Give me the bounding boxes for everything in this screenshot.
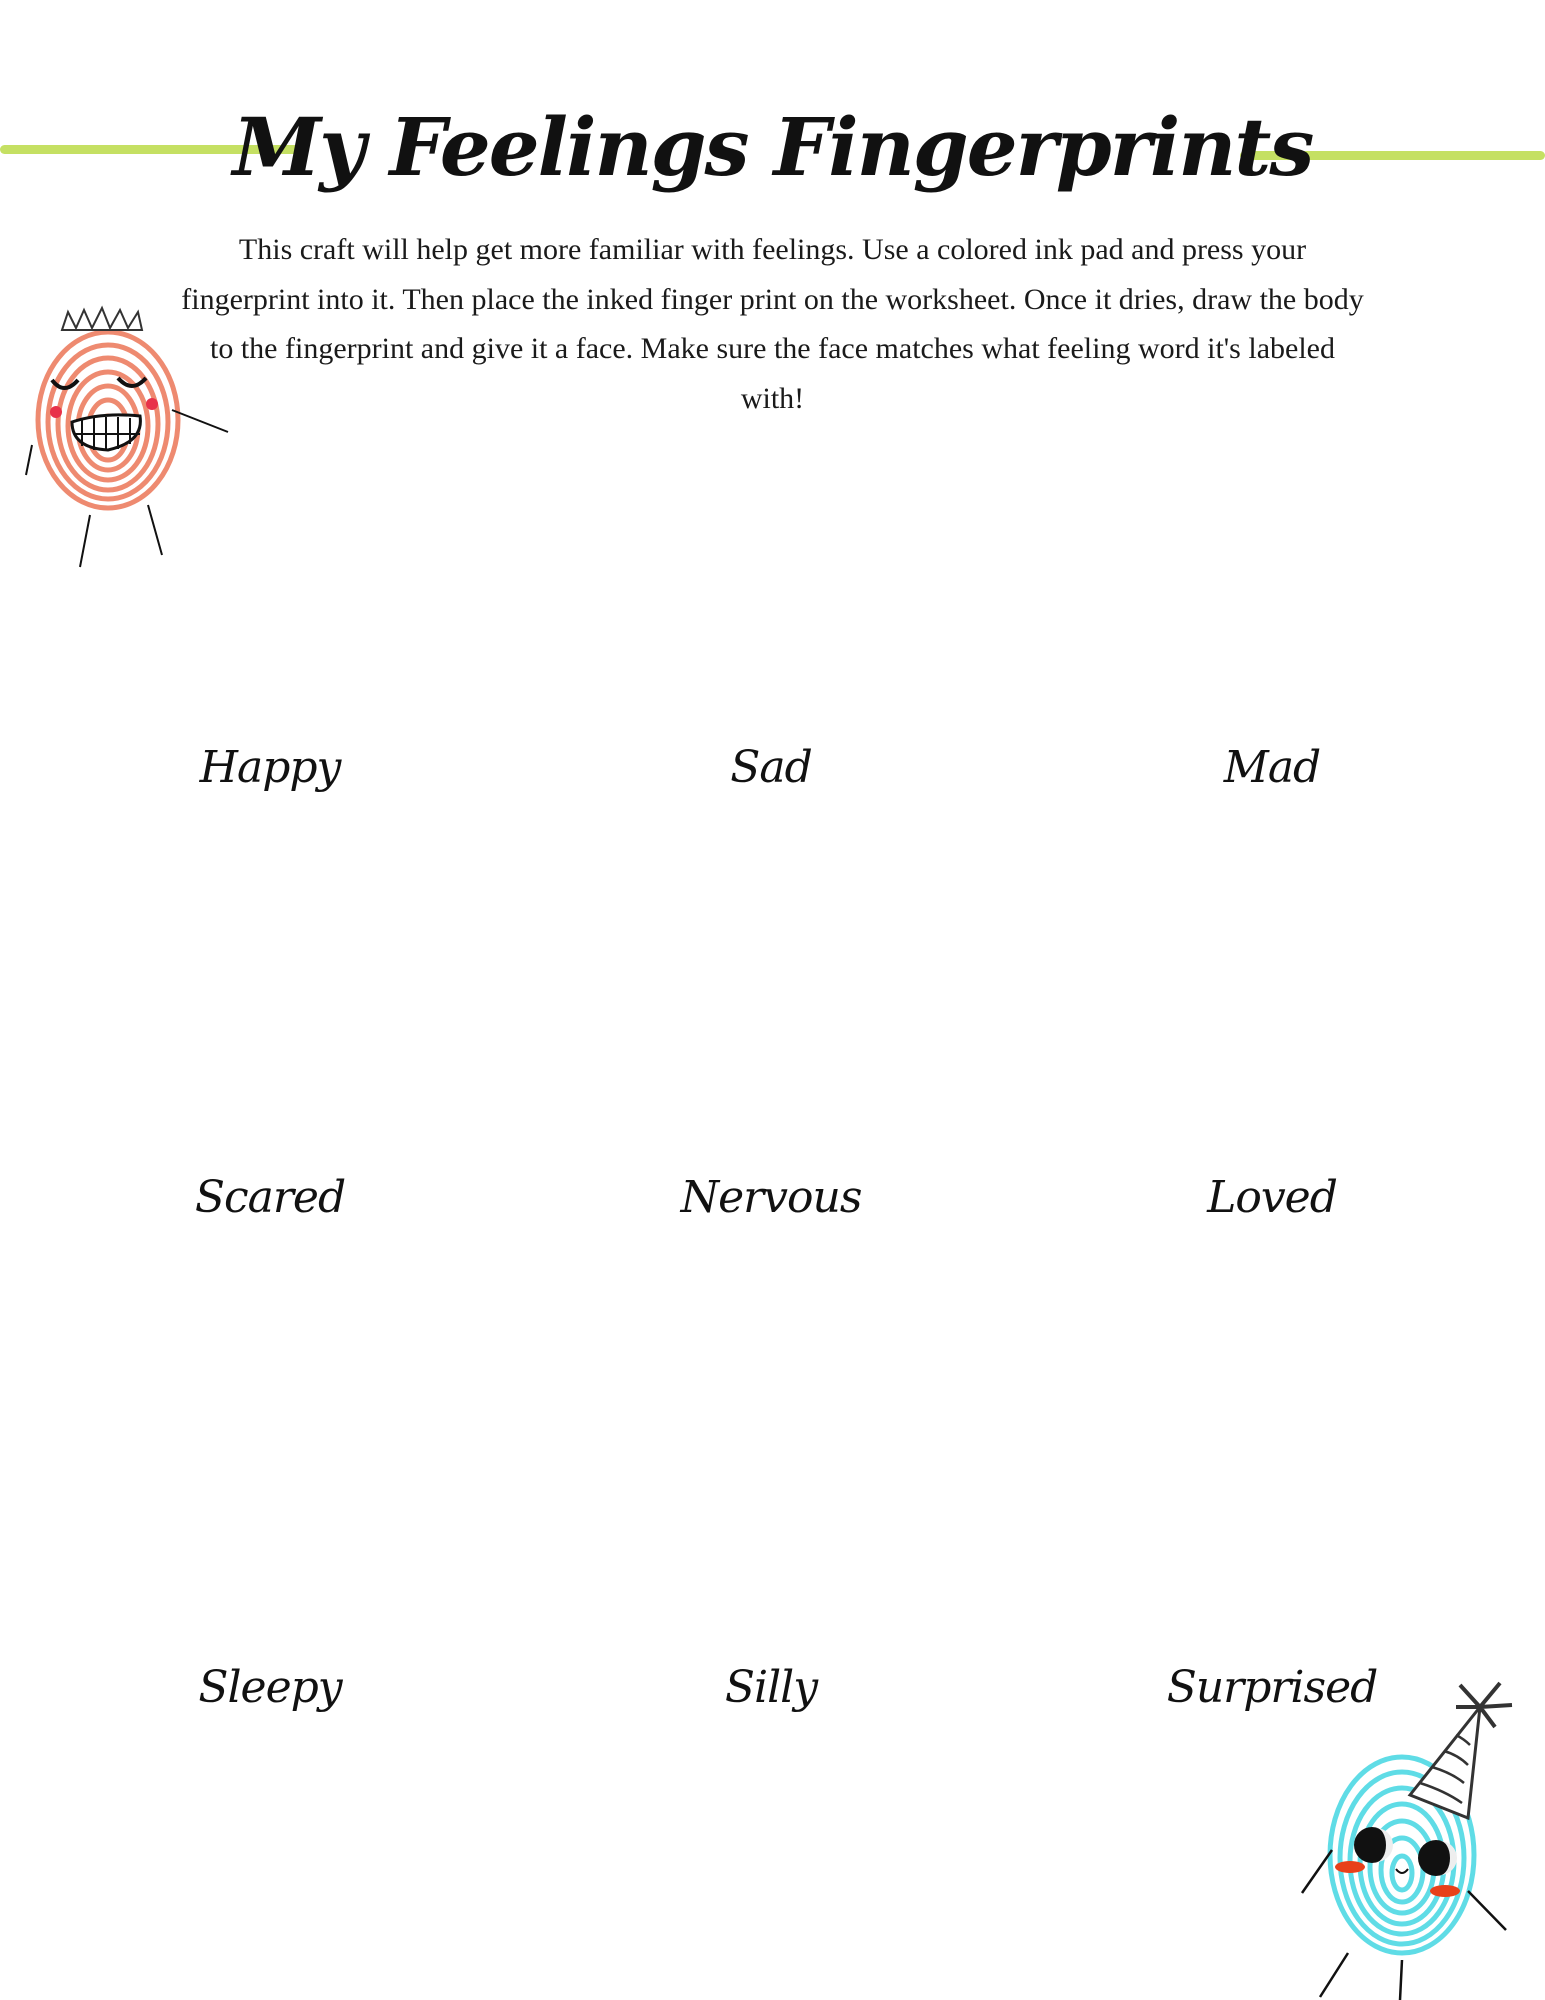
happy-fingerprint-character-illustration bbox=[20, 300, 240, 575]
page-title: My Feelings Fingerprints bbox=[232, 100, 1313, 194]
feeling-label-mad: Mad bbox=[1223, 742, 1321, 793]
feeling-label-nervous: Nervous bbox=[680, 1172, 862, 1223]
intro-text: This craft will help get more familiar with feelings. Use a colored ink pad and press your fingerprint into it. Then place the inked finger print on the worksheet. Once it dries, draw the body to the fingerprint and give it a face. Make sure the face matches what feeling word it's labeled with! bbox=[181, 233, 1364, 415]
feeling-label-happy: Happy bbox=[199, 742, 341, 793]
feeling-label-scared: Scared bbox=[194, 1172, 346, 1223]
feeling-label-surprised: Surprised bbox=[1166, 1662, 1378, 1713]
feeling-label-silly: Silly bbox=[724, 1662, 818, 1713]
feeling-label-sad: Sad bbox=[730, 742, 812, 793]
surprised-fingerprint-character-illustration bbox=[1290, 1655, 1545, 2000]
feeling-label-loved: Loved bbox=[1207, 1172, 1337, 1223]
feeling-label-sleepy: Sleepy bbox=[198, 1662, 342, 1713]
